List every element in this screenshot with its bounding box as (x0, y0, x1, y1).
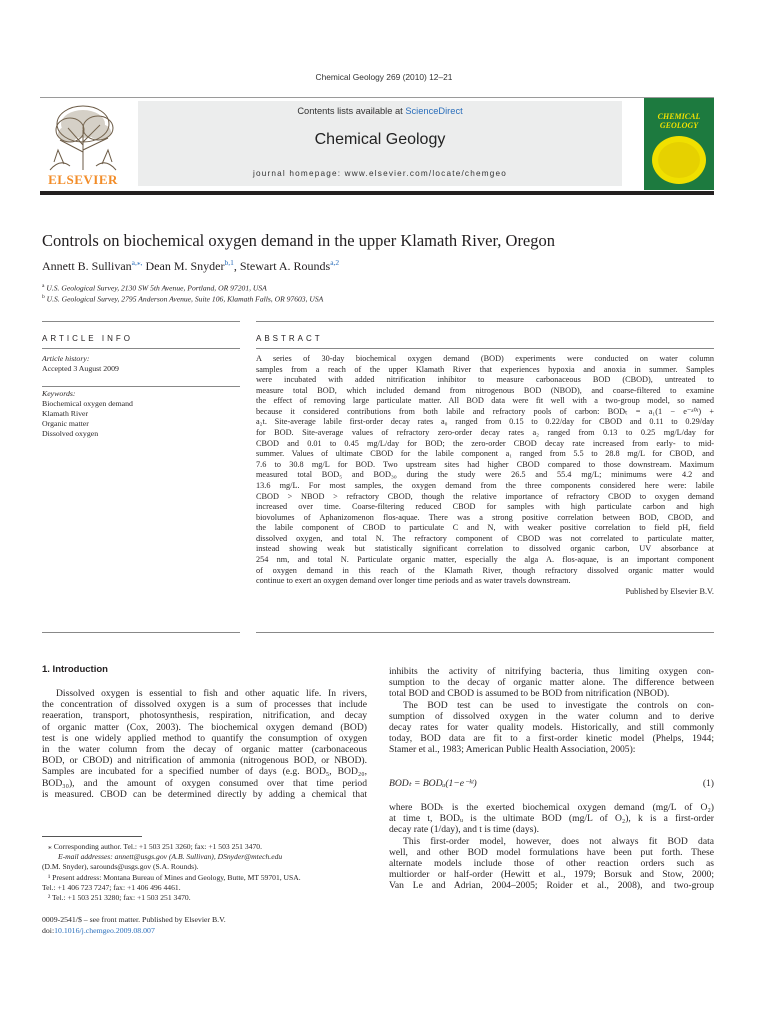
body-line: Dissolved oxygen is essential to fish and other aquatic life. In rivers, (56, 688, 367, 699)
footnote: Tel.: +1 406 723 7247; fax: +1 406 496 4461. (42, 883, 181, 892)
affiliation: $^a$ U.S. Geological Survey, 2130 SW 5th Avenue, Portland, OR 97201, USA (42, 283, 267, 293)
abstract-heading-rule (256, 348, 714, 349)
author-name: Dean M. Snyder (145, 259, 225, 273)
journal-citation: Chemical Geology 269 (2010) 12–21 (315, 72, 453, 82)
body-line: the concentration of dissolved oxygen is a sum of processes that include (42, 699, 367, 711)
footnote: (D.M. Snyder), sarounds@usgs.gov (S.A. Rounds). (42, 862, 199, 871)
body-line: BOD₃₀), and the amount of oxygen consumed over that time period (42, 777, 367, 789)
body-line: where BODₜ is the exerted biochemical oxygen demand (mg/L of O₂) (389, 802, 714, 813)
body-line: decay rates for water quality models. Historically, and still commonly (389, 721, 714, 733)
abstract-line: a₂t. Site-average labile first-order decay rates a₀ ranged from 0.15 to 0.22/day for CBOD and 0.11 to 0.29/day (256, 417, 714, 427)
body-line: reaeration, transport, photosynthesis, respiration, nitrification, and decay (42, 710, 367, 722)
body-line: The BOD test can be used to investigate the controls on con- (403, 699, 714, 711)
abstract-line: instead showing weak but statistically significant correlation to dissolved organic carbon, UV absorbance at (256, 544, 714, 554)
body-line: Samples are incubated for a specified number of days (e.g. BOD₅, BOD₂₀, (42, 766, 367, 778)
body-line: Van Le and Adrian, 2004–2005; Roider et al., 2008), and two-group (389, 880, 714, 892)
sciencedirect-link[interactable]: ScienceDirect (405, 106, 463, 116)
footnote: ² Tel.: +1 503 251 3280; fax: +1 503 251 3470. (48, 893, 191, 902)
abstract-bottom-rule (256, 632, 714, 633)
intro-heading: 1. Introduction (42, 664, 108, 675)
elsevier-logo (40, 100, 126, 188)
author-affiliation-marker[interactable]: b,1 (224, 258, 234, 267)
cover-inner-disc (658, 142, 700, 178)
body-line: decay rate (1/day), and t is time (days). (389, 824, 539, 836)
author-affiliation-marker[interactable]: a,⁎, (131, 258, 143, 267)
journal-homepage[interactable]: journal homepage: www.elsevier.com/locate/chemgeo (252, 169, 508, 178)
contents-prefix: Contents lists available at (297, 106, 403, 116)
keyword: Organic matter (42, 418, 89, 428)
abstract-line: CBOD and 0.01 to 0.45 mg/L/day for BOD; the zero-order CBOD decay rate increased from early- to mid- (256, 438, 714, 448)
doi-link[interactable]: 10.1016/j.chemgeo.2009.08.007 (54, 926, 155, 935)
body-line: This first-order model, however, does not always fit BOD data (403, 835, 714, 847)
equation-body: BODₜ = BODᵤ(1−e⁻ᵏᵗ) (389, 778, 477, 789)
footnote: ⁎ Corresponding author. Tel.: +1 503 251 3260; fax: +1 503 251 3470. (48, 842, 262, 851)
published-by: Published by Elsevier B.V. (625, 586, 714, 596)
article-info-heading: ARTICLE INFO (42, 334, 133, 343)
author-name: Annett B. Sullivan (42, 259, 132, 273)
body-line: sumption of dissolved oxygen in the water column and to derive (389, 710, 714, 722)
header-top-rule (40, 97, 714, 98)
body-line: at time t, BODᵤ is the ultimate BOD (mg/L of O₂), k is a first-order (389, 813, 714, 825)
article-info-bottom-rule (42, 632, 240, 633)
body-line: is measured. CBOD can be determined directly by adding a chemical that (42, 788, 367, 800)
abstract-line: measured total BOD₅ and BOD₃₀ during the study were 26.5 and 55.4 mg/L; minimums were 4.2 and (256, 470, 714, 480)
author-affiliation-marker[interactable]: a,2 (330, 258, 340, 267)
journal-name: Chemical Geology (314, 131, 446, 148)
issn-line: 0009-2541/$ – see front matter. Published by Elsevier B.V. (42, 915, 226, 924)
header-bottom-rule (40, 191, 714, 195)
keyword: Klamath River (42, 408, 89, 418)
abstract-line: summer. Values of ultimate CBOD for the labile component a₁ ranged from 5.5 to 28.8 mg/L for CBOD, and (256, 449, 714, 459)
abstract-line: of oxygen demand in this reach of the Klamath River, though refractory dissolved organic matter would (256, 565, 714, 575)
keywords-block (42, 389, 240, 439)
article-info-divider (42, 386, 240, 387)
intro-column-2 (389, 666, 714, 756)
affiliation: $^b$ U.S. Geological Survey, 2795 Anderson Avenue, Suite 106, Klamath Falls, OR 97603, USA (42, 294, 324, 304)
body-line: Stamer et al., 1983; American Public Health Association, 2005): (389, 744, 636, 756)
history-label: Article history: (42, 354, 90, 363)
cover-title-line-1: CHEMICAL (657, 112, 701, 121)
abstract-line: CBOD > NBOD > refractory CBOD, though the relative importance of refractory CBOD to oxygen demand (256, 491, 714, 501)
front-matter (42, 914, 226, 936)
body-line: BOD, or CBOD) and nitrification of ammonia (nitrogenous BOD, or NBOD). (42, 755, 367, 767)
keyword: Biochemical oxygen demand (42, 398, 133, 408)
body-line: of organic matter (Cox, 2003). The biochemical oxygen demand (BOD) (42, 721, 367, 733)
footnote: ¹ Present address: Montana Bureau of Mines and Geology, Butte, MT 59701, USA. (48, 873, 301, 882)
history-date: Accepted 3 August 2009 (42, 363, 119, 373)
body-line: inhibits the activity of nitrifying bacteria, thus limiting oxygen con- (389, 666, 714, 677)
author-list: Annett B. Sullivan$^{a,⁎,}$ Dean M. Snyder$^{b,1}$, Stewart A. Rounds$^{a,2}$ (42, 258, 340, 273)
intro-column-1 (42, 688, 367, 800)
abstract-line: for BOD. Site-average values of refractory zero-order decay rates a₂ ranged from 0.13 to 0.25 mg/L/day for (256, 428, 714, 438)
article-info-heading-rule (42, 348, 240, 349)
doi-prefix: doi: (42, 926, 55, 935)
contents-line (138, 106, 622, 116)
body-line: alternate models include those of other reaction orders such as (389, 857, 714, 869)
abstract-line: samples from a reach of the upper Klamath River that experiences hypoxia and anoxia in summer. Samples (256, 364, 714, 374)
abstract-heading: ABSTRACT (256, 334, 323, 343)
abstract-line: because it considered contributions from both labile and refractory pools of carbon: BODₜ = a₁(1 − e⁻ᵃ⁰ᵗ) + (256, 406, 714, 416)
article-info-top-rule (42, 321, 240, 322)
keywords-label: Keywords: (42, 389, 76, 398)
article-history (42, 354, 240, 374)
abstract-line: 13.6 mg/L. For most samples, the oxygen demand from the three components considered here were: labile (256, 480, 714, 490)
body-line: test is one widely applied method to quantify the consumption of oxygen (42, 732, 367, 744)
equation-1 (389, 778, 714, 789)
abstract-line: the labile component of CBOD to particulate C and N, with weaker positive correlation to field pH, field (256, 523, 714, 533)
keyword: Dissolved oxygen (42, 428, 99, 438)
abstract-line: 254 nm, and total N. Particulate organic matter, especially the alga A. flos-aquae, is an important component (256, 554, 714, 564)
footnote-emails[interactable]: E-mail addresses: annett@usgs.gov (A.B. Sullivan), DSnyder@mtech.edu (58, 852, 283, 861)
article-title: Controls on biochemical oxygen demand in the upper Klamath River, Oregon (42, 231, 556, 250)
abstract-top-rule (256, 321, 714, 322)
body-line: in the water column from the decay of organic matter (carbonaceous (42, 743, 367, 755)
elsevier-wordmark: ELSEVIER (48, 172, 118, 187)
body-line: multiorder or half-order (Hewitt et al., 1979; Borsuk and Stow, 2000; (389, 869, 714, 881)
cover-title-line-2: GEOLOGY (659, 121, 699, 130)
intro-column-2-continued (389, 802, 714, 892)
abstract-line: increased over time. Coarse-filtering reduced CBOD for samples with high particulate carbon and high (256, 502, 714, 512)
abstract-body (256, 354, 714, 597)
abstract-line: were incubated with added nitrification inhibitor to measure carbonaceous BOD (CBOD), untreated to (256, 375, 714, 385)
body-line: total BOD and CBOD is assumed to be BOD from nitrification (NBOD). (389, 688, 670, 700)
abstract-line: 7.6 to 30.8 mg/L for BOD. Two upstream sites had higher CBOD compared to those downstream. Maximum (256, 459, 714, 469)
abstract-line: the effect of removing large particulate matter. All BOD data were fit well with a two-group model, so named (256, 396, 714, 406)
journal-cover-image (644, 98, 714, 190)
body-line: today, BOD data are fit to a first-order kinetic model (Phelps, 1944; (389, 733, 714, 745)
abstract-line: biovolumes of Aphanizomenon flos-aquae. There was a strong positive correlation between BOD, CBOD, and (256, 512, 714, 522)
author-name: Stewart A. Rounds (239, 259, 331, 273)
body-line: sumption to the decay of organic matter alone. The difference between (389, 677, 714, 689)
footnote-rule (42, 836, 142, 837)
abstract-line: continue to exert an oxygen demand over longer time periods and as water travels downstream. (256, 576, 571, 586)
abstract-line: A series of 30-day biochemical oxygen demand (BOD) experiments were conducted on water column (256, 354, 714, 363)
doi-line (42, 925, 226, 936)
abstract-line: dissolved oxygen, and total N. The refractory component of CBOD was not correlated to particulate matter, (256, 533, 714, 543)
equation-number: (1) (702, 778, 714, 789)
body-line: well, and other BOD model formulations have been put forth. These (389, 846, 714, 858)
abstract-line: measure total BOD, which included demand from nitrogenous BOD (NBOD), and coarse-filtered to examine (256, 385, 714, 395)
